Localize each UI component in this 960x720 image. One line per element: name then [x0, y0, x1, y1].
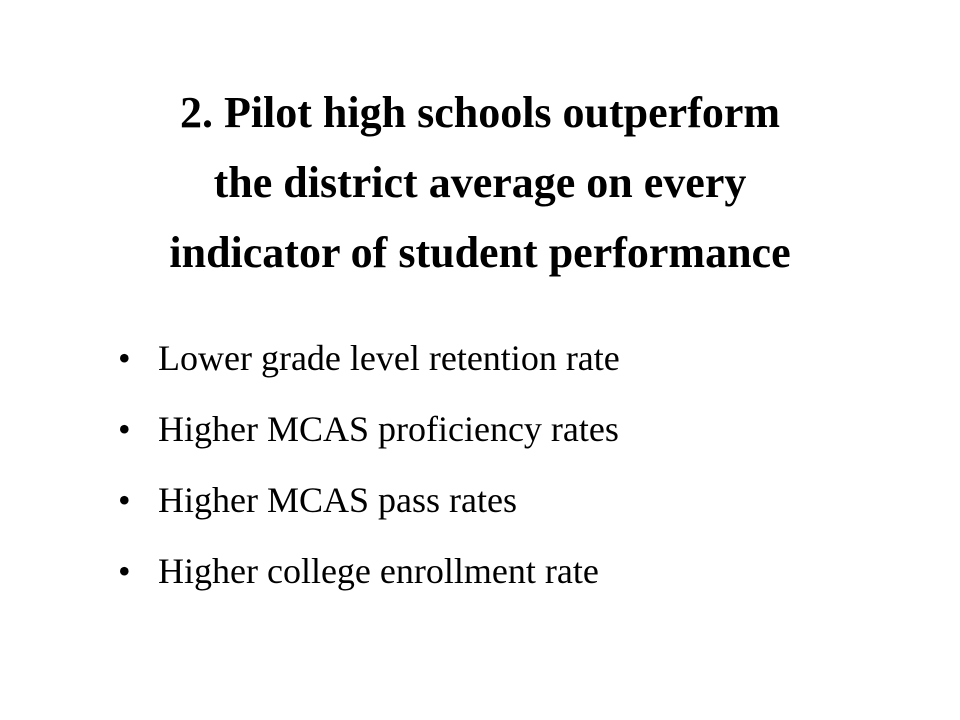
slide-title-line-2: the district average on every: [213, 158, 747, 207]
slide-title-line-1: 2. Pilot high schools outperform: [179, 88, 781, 137]
bullet-text: Lower grade level retention rate: [158, 338, 620, 378]
bullet-text: Higher MCAS proficiency rates: [158, 409, 619, 449]
bullet-item-proficiency: [118, 403, 620, 474]
bullet-icon: •: [118, 338, 131, 378]
bullet-icon: •: [118, 551, 131, 591]
slide-title-line-3: indicator of student performance: [169, 228, 791, 277]
bullet-text: Higher MCAS pass rates: [158, 480, 517, 520]
bullet-icon: •: [118, 480, 131, 520]
bullet-item-pass-rates: [118, 474, 620, 545]
bullet-list: [118, 332, 620, 616]
bullet-icon: •: [118, 409, 131, 449]
bullet-item-college-enrollment: [118, 545, 620, 616]
bullet-text: Higher college enrollment rate: [158, 551, 599, 591]
slide-title: [40, 78, 920, 288]
bullet-item-retention: [118, 332, 620, 403]
